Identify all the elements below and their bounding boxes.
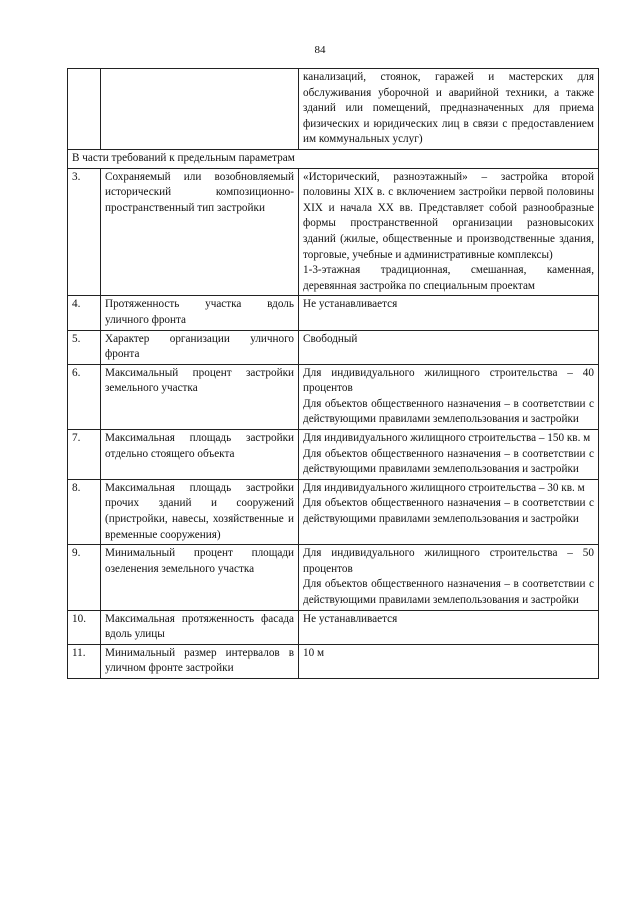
parameter-value — [299, 296, 599, 330]
table-row — [68, 644, 599, 678]
value-paragraph: 10 м — [303, 646, 325, 659]
value-paragraph: Для объектов общественного назначения – в соответствии с действующими правилами землепользования и застройки — [303, 578, 594, 606]
page-number: 84 — [314, 44, 326, 56]
table-row — [68, 330, 599, 364]
parameter-value — [299, 644, 599, 678]
row-number: 3. — [68, 168, 101, 296]
table-row — [68, 430, 599, 480]
cell-number — [68, 69, 101, 150]
parameter-name: Минимальный процент площади озеленения земельного участка — [101, 545, 299, 610]
value-paragraph: 1-3-этажная традиционная, смешанная, каменная, деревянная застройка по специальным проектам — [303, 264, 594, 292]
cell-name — [101, 69, 299, 150]
parameter-name: Максимальный процент застройки земельного участка — [101, 364, 299, 429]
value-paragraph: Для объектов общественного назначения – в соответствии с действующими правилами землепользования и застройки — [303, 447, 594, 476]
value-paragraph: Для индивидуального жилищного строительства – 30 кв. м — [303, 481, 585, 494]
value-paragraph: Для индивидуального жилищного строительства – 150 кв. м — [303, 432, 591, 445]
row-number: 8. — [68, 479, 101, 544]
table-row — [68, 479, 599, 544]
parameter-name: Максимальная площадь застройки отдельно стоящего объекта — [101, 430, 299, 480]
value-paragraph: Не устанавливается — [303, 612, 398, 625]
parameter-name: Протяженность участка вдоль уличного фронта — [101, 296, 299, 330]
row-number: 7. — [68, 430, 101, 480]
value-paragraph: Не устанавливается — [303, 298, 398, 311]
row-number: 4. — [68, 296, 101, 330]
parameter-name: Сохраняемый или возобновляемый исторический композиционно-пространственный тип застройки — [101, 168, 299, 296]
value-paragraph: «Исторический, разноэтажный» – застройка второй половины XIX в. с включением застройки первой половины XIX и начала XX вв. Представляет собой разнообразные формы пространственной организации разновысоких зданий (жилые, общественные и производственные здания, торговые, учебные и административные комплексы) — [303, 170, 594, 261]
parameter-value — [299, 168, 599, 296]
parameter-value — [299, 330, 599, 364]
cell-value: канализаций, стоянок, гаражей и мастерских для обслуживания уборочной и аварийной техники, а также зданий или помещений, предназначенных для приема физических и юридических лиц в связи с предоставлением им коммунальных услуг) — [299, 69, 599, 150]
row-number: 6. — [68, 364, 101, 429]
parameter-value — [299, 430, 599, 480]
parameter-value — [299, 479, 599, 544]
section-header: В части требований к предельным параметрам — [68, 149, 599, 168]
value-paragraph: Для объектов общественного назначения – в соответствии с действующими правилами землепользования и застройки — [303, 497, 594, 526]
table-row — [68, 296, 599, 330]
parameter-name: Максимальная протяженность фасада вдоль улицы — [101, 610, 299, 644]
requirements-table — [67, 68, 599, 679]
table-row — [68, 168, 599, 296]
value-paragraph: Для объектов общественного назначения – в соответствии с действующими правилами землепользования и застройки — [303, 397, 594, 426]
value-paragraph: Для индивидуального жилищного строительства – 40 процентов — [303, 366, 594, 395]
table-row — [68, 610, 599, 644]
parameter-value — [299, 610, 599, 644]
row-number: 11. — [68, 644, 101, 678]
parameter-name: Минимальный размер интервалов в уличном фронте застройки — [101, 644, 299, 678]
row-number: 5. — [68, 330, 101, 364]
table-row — [68, 364, 599, 429]
table-row — [68, 545, 599, 610]
value-paragraph: Свободный — [303, 332, 358, 345]
parameter-name: Характер организации уличного фронта — [101, 330, 299, 364]
parameter-value — [299, 364, 599, 429]
parameter-value — [299, 545, 599, 610]
parameter-name: Максимальная площадь застройки прочих зданий и сооружений (пристройки, навесы, хозяйственные и временные сооружения) — [101, 479, 299, 544]
table-row-continuation — [68, 69, 599, 150]
row-number: 10. — [68, 610, 101, 644]
section-header-row — [68, 149, 599, 168]
row-number: 9. — [68, 545, 101, 610]
value-paragraph: Для индивидуального жилищного строительства – 50 процентов — [303, 547, 594, 575]
